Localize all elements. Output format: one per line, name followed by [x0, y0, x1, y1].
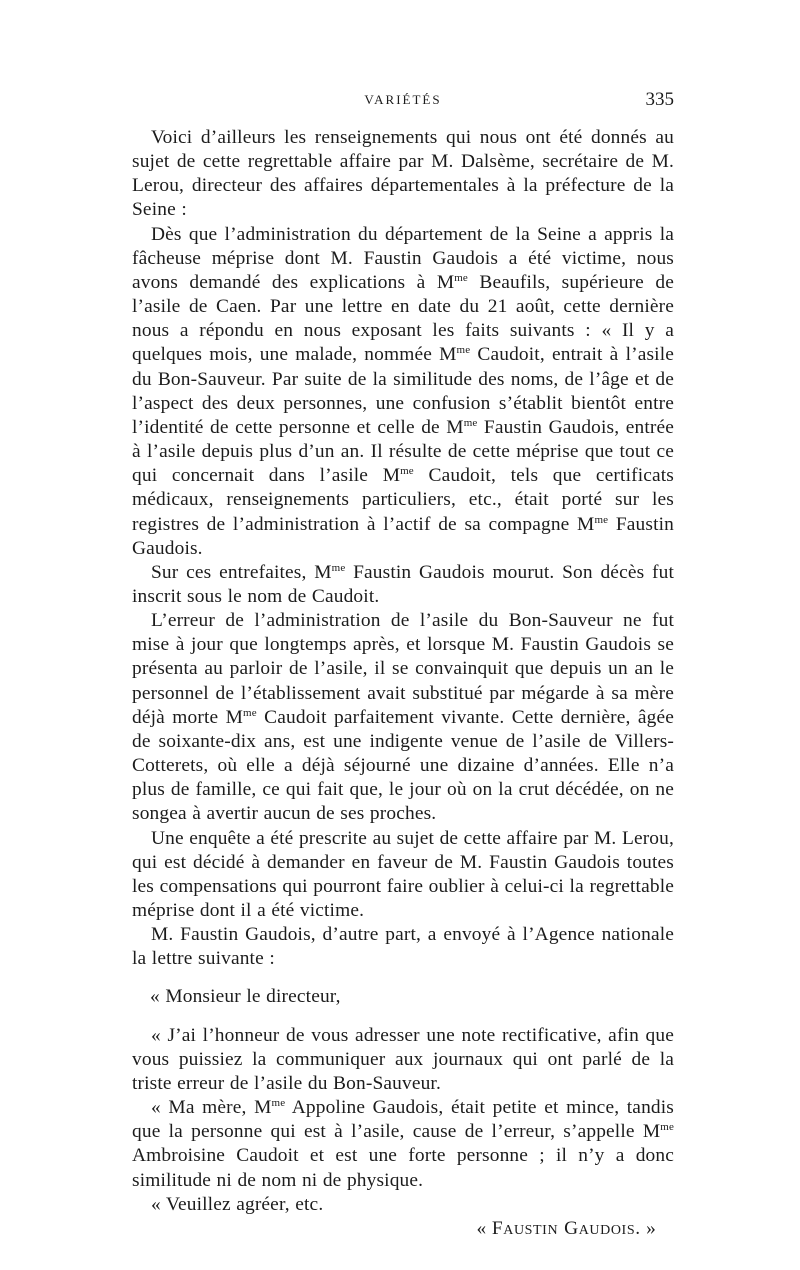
letter-paragraph — [132, 1024, 674, 1096]
letter-signature — [132, 1217, 674, 1241]
text-run: M. Faustin Gaudois, d’autre part, a envoyé à l’Agence nationale la lettre suivante : — [132, 924, 674, 970]
text-run: Ambroisine Caudoit et est une forte personne ; il n’y a donc similitude ni de nom ni de physique. — [132, 1145, 674, 1191]
title-abbreviation: me — [454, 271, 468, 284]
paragraph — [132, 827, 674, 924]
page-number: 335 — [645, 89, 674, 110]
title-abbreviation: me — [400, 465, 414, 478]
text-run: L’erreur de l’administration de l’asile du Bon-Sauveur ne fut mise à jour que longtemps après, et lorsque M. Faustin Gaudois se présenta au parloir de l’asile, il se convainquit que depuis un an le personnel de l’établissement avait substitué par mégarde à sa mère déjà morte M — [132, 610, 674, 728]
title-abbreviation: me — [660, 1121, 674, 1134]
text-run: « Veuillez agréer, etc. — [151, 1193, 324, 1215]
text-run: Faustin Gaudois, entrée à l’asile depuis plus d’un an. Il résulte de cette méprise que tout ce qui concernait dans l’asile M — [132, 416, 674, 487]
text-run: Dès que l’administration du département de la Seine a appris la fâcheuse méprise dont M. Faustin Gaudois a été victime, nous avons demandé des explications à M — [132, 223, 674, 293]
text-run: « J’ai l’honneur de vous adresser une note rectificative, afin que vous puissiez la communiquer aux journaux qui ont parlé de la triste erreur de l’asile du Bon-Sauveur. — [132, 1024, 674, 1094]
title-abbreviation: me — [456, 344, 471, 357]
signature-name: Faustin Gaudois. — [491, 1217, 641, 1239]
title-abbreviation: me — [271, 1097, 286, 1110]
title-abbreviation: me — [243, 706, 257, 719]
title-abbreviation: me — [594, 513, 609, 526]
signature-open-quote: « — [476, 1217, 492, 1239]
title-abbreviation: me — [463, 416, 478, 429]
running-title: VARIÉTÉS — [364, 92, 442, 107]
page-header — [132, 89, 674, 116]
page-body — [132, 126, 674, 1241]
letter-salutation: « Monsieur le directeur, — [150, 986, 341, 1008]
text-run: Appoline Gaudois, était petite et mince, tandis que la personne qui est à l’asile, cause de l’erreur, s’appelle M — [132, 1097, 674, 1143]
paragraph — [132, 561, 674, 609]
text-run: Sur ces entrefaites, M — [151, 561, 332, 583]
paragraph — [132, 923, 674, 971]
paragraph — [132, 223, 674, 561]
letter-paragraph — [132, 1193, 674, 1217]
text-run: Voici d’ailleurs les renseignements qui nous ont été donnés au sujet de cette regrettable affaire par M. Dalsème, secrétaire de M. Lerou, directeur des affaires départementales à la préfecture de la Seine : — [132, 127, 674, 221]
paragraph — [132, 126, 674, 223]
signature-close-quote: » — [640, 1217, 656, 1239]
text-run: Caudoit parfaitement vivante. Cette dernière, âgée de soixante-dix ans, est une indigente venue de l’asile de Villers-Cotterets, où elle a déjà séjourné une dizaine d’années. Elle n’a plus de famille, ce qui fait que, le jour où on la crut décédée, on ne songea à avertir aucun de ses proches. — [132, 706, 674, 825]
text-run: Caudoit, tels que certificats médicaux, renseignements particuliers, etc., était porté sur les registres de l’administration à l’actif de sa compagne M — [132, 465, 674, 535]
text-run: Faustin Gaudois mourut. Son décès fut inscrit sous le nom de Caudoit. — [132, 561, 675, 607]
text-run: Beaufils, supérieure de l’asile de Caen. Par une lettre en date du 21 août, cette dernière nous a répondu en nous exposant les faits suivants : « Il y a quelques mois, une malade, nommée M — [132, 271, 674, 366]
main-text — [132, 126, 674, 971]
letter-text — [132, 1024, 674, 1217]
text-run: « Ma mère, M — [151, 1097, 272, 1119]
text-run: Caudoit, entrait à l’asile du Bon-Sauveur. Par suite de la similitude des noms, de l’âge et de l’aspect des deux personnes, une confusion s’établit bientôt entre l’identité de cette personne et celle de M — [132, 344, 674, 438]
letter-paragraph — [132, 1096, 674, 1193]
text-run: Une enquête a été prescrite au sujet de cette affaire par M. Lerou, qui est décidé à demander en faveur de M. Faustin Gaudois toutes les compensations qui pourront faire oublier à celui-ci la regrettable méprise dont il a été victime. — [132, 827, 674, 921]
title-abbreviation: me — [331, 561, 346, 574]
text-run: Faustin Gaudois. — [132, 513, 674, 559]
paragraph — [132, 609, 674, 826]
